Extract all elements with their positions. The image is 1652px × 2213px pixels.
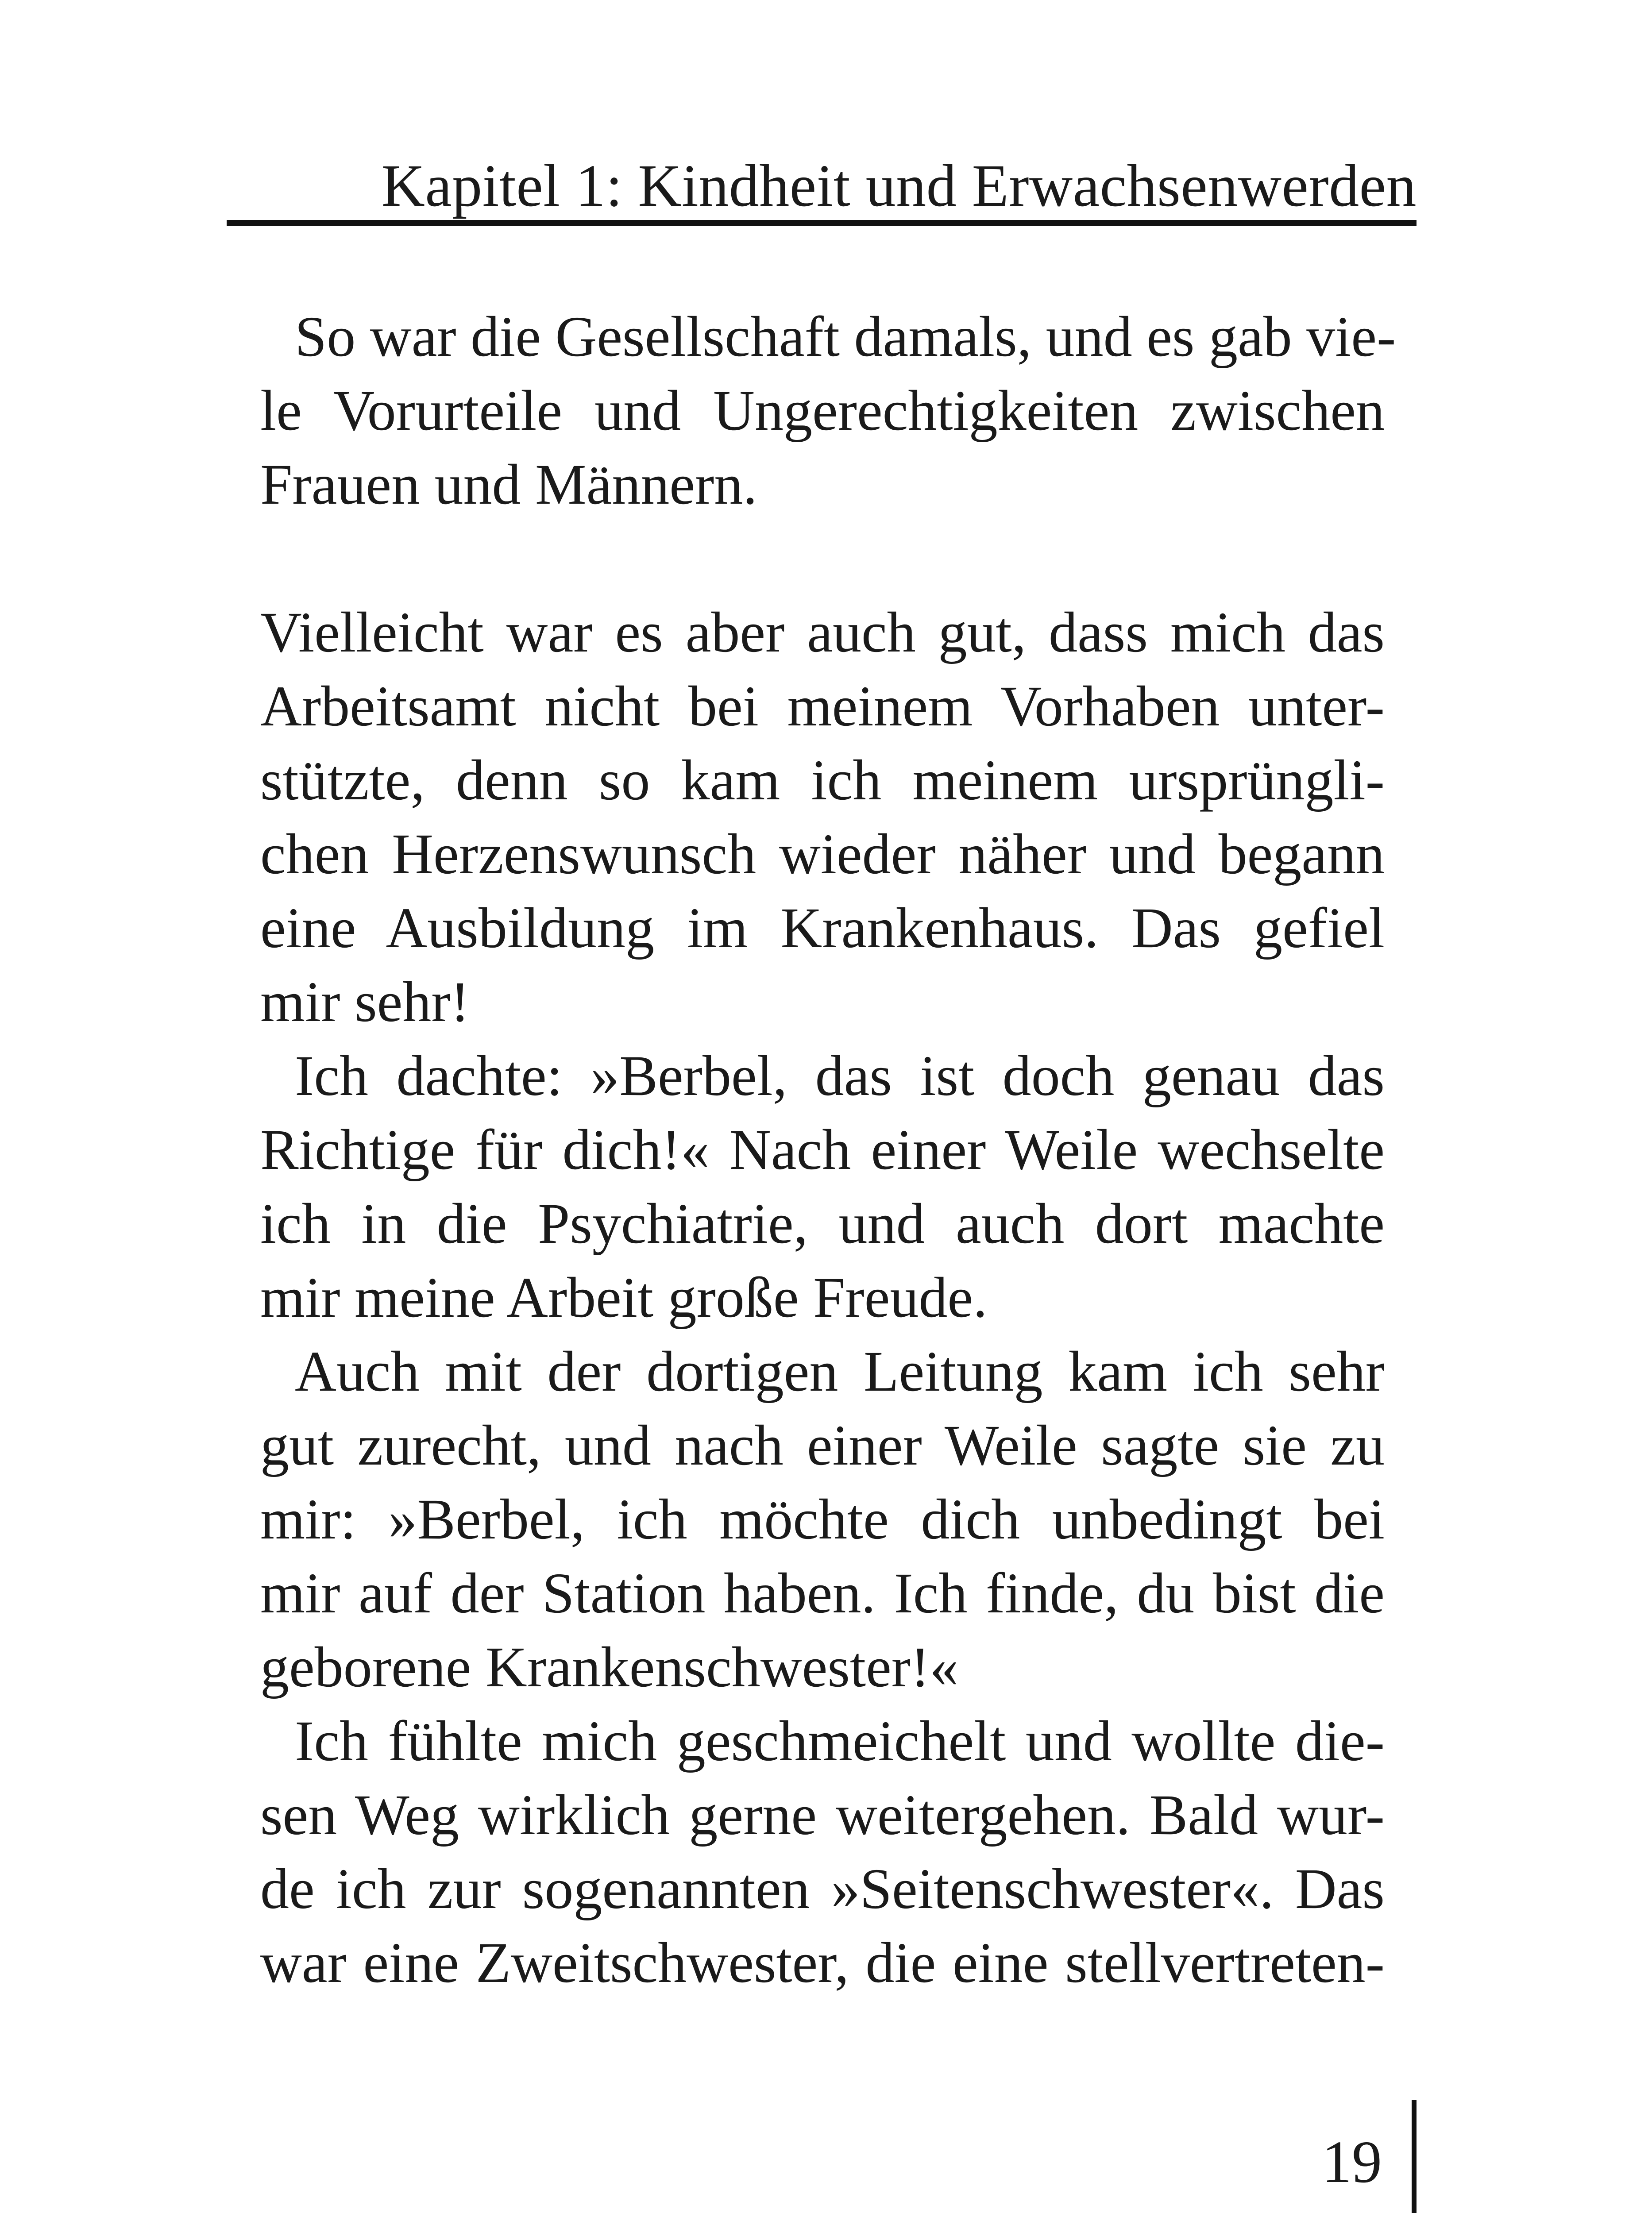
text-line: mir: »Berbel, ich möchte dich unbedingt bei (260, 1488, 1385, 1551)
text-line: Ich fühlte mich geschmeichelt und wollte die- (295, 1709, 1385, 1773)
text-line: Vielleicht war es aber auch gut, dass mich das (260, 601, 1385, 664)
paragraph-leitung (260, 1335, 1385, 1704)
text-line: So war die Gesellschaft damals, und es gab vie- (295, 305, 1396, 369)
text-line: sen Weg wirklich gerne weitergehen. Bald wur- (260, 1783, 1385, 1847)
text-line: mir auf der Station haben. Ich finde, du bist die (260, 1561, 1385, 1625)
footer-rule (1412, 2100, 1417, 2213)
text-line: geborene Krankenschwester!« (260, 1635, 959, 1699)
text-line: le Vorurteile und Ungerechtigkeiten zwischen (260, 379, 1385, 443)
text-line: stützte, denn so kam ich meinem ursprüngli- (260, 748, 1385, 812)
page-footer (1284, 2100, 1417, 2213)
paragraph-gesellschaft (260, 300, 1396, 522)
text-line: eine Ausbildung im Krankenhaus. Das gefiel (260, 896, 1385, 960)
text-line: Arbeitsamt nicht bei meinem Vorhaben unter- (260, 675, 1385, 738)
text-line: Ich dachte: »Berbel, das ist doch genau das (295, 1044, 1385, 1108)
page-body (260, 300, 1396, 2000)
text-line: Frauen und Männern. (260, 453, 757, 517)
paragraph-arbeitsamt (260, 596, 1385, 1039)
text-line: chen Herzenswunsch wieder näher und begann (260, 822, 1385, 886)
text-line: war eine Zweitschwester, die eine stellvertreten- (260, 1931, 1385, 1995)
paragraph-seitenschwester (260, 1704, 1385, 2000)
paragraph-gap (260, 522, 1385, 596)
text-line: de ich zur sogenannten »Seitenschwester«. Das (260, 1857, 1385, 1921)
text-line: mir meine Arbeit große Freude. (260, 1266, 988, 1330)
paragraph-psychiatrie (260, 1039, 1385, 1335)
text-line: mir sehr! (260, 970, 470, 1034)
text-line: Auch mit der dortigen Leitung kam ich sehr (295, 1340, 1385, 1403)
chapter-title: Kapitel 1: Kindheit und Erwachsenwerden (381, 153, 1417, 219)
text-line: Richtige für dich!« Nach einer Weile wechselte (260, 1118, 1385, 1182)
header-rule (227, 220, 1417, 226)
running-head (227, 137, 1417, 226)
text-line: gut zurecht, und nach einer Weile sagte sie zu (260, 1414, 1385, 1477)
page-number: 19 (1322, 2129, 1382, 2195)
text-line: ich in die Psychiatrie, und auch dort machte (260, 1192, 1385, 1256)
